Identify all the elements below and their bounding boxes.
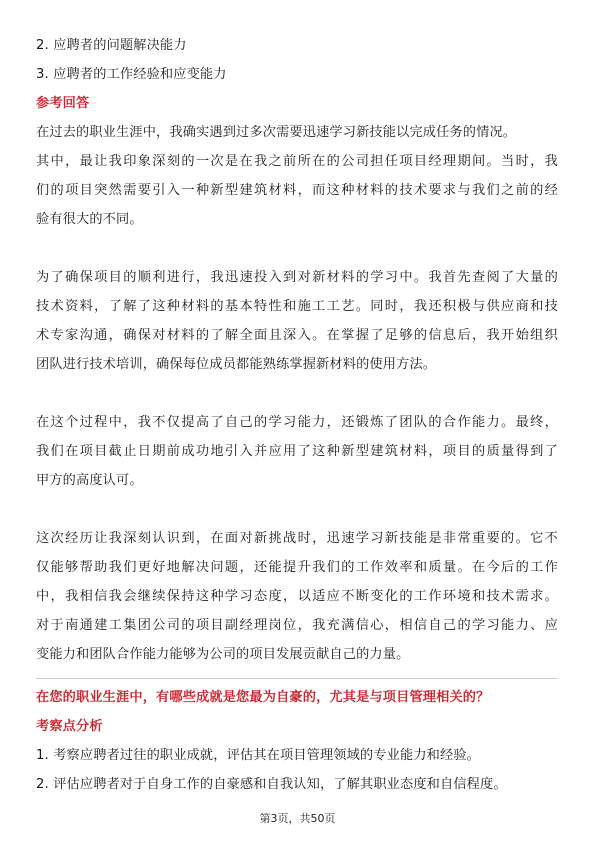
answer-p1-line-1: 在过去的职业生涯中，我确实遇到过多次需要迅速学习新技能以完成任务的情况。 [36,125,517,140]
answer-p3-line-1: 在这个过程中，我不仅提高了自己的学习能力，还锻炼了团队的合作能力。最终， [36,415,558,430]
analysis-item-2: 2. 评估应聘者对于自身工作的自豪感和自我认知，了解其职业态度和自信程度。 [36,777,507,792]
answer-p2-line-2: 技术资料，了解了这种材料的基本特性和施工工艺。同时，我还积极与供应商和技 [36,299,558,314]
answer-p4-line-2: 仅能够帮助我们更好地解决问题，还能提升我们的工作效率和质量。在今后的工作 [36,560,558,575]
answer-p4-line-5: 变能力和团队合作能力能够为公司的项目发展贡献自己的力量。 [36,647,410,662]
question-focus-item-3: 3. 应聘者的工作经验和应变能力 [36,67,227,82]
section-divider [36,678,558,679]
answer-p2-line-1: 为了确保项目的顺利进行，我迅速投入到对新材料的学习中。我首先查阅了大量的 [36,270,558,285]
reference-answer-heading: 参考回答 [36,96,90,111]
answer-p3-line-3: 甲方的高度认可。 [36,473,143,488]
answer-p4-line-3: 中，我相信我会继续保持这种学习态度，以适应不断变化的工作环境和技术需求。 [36,589,558,604]
answer-p4-line-4: 对于南通建工集团公司的项目副经理岗位，我充满信心，相信自己的学习能力、应 [36,618,558,633]
answer-p2-line-3: 术专家沟通，确保对材料的了解全面且深入。在掌握了足够的信息后，我开始组织 [36,328,558,343]
analysis-heading: 考察点分析 [36,719,103,734]
answer-p2-line-4: 团队进行技术培训，确保每位成员都能熟练掌握新材料的使用方法。 [36,357,437,372]
analysis-item-1: 1. 考察应聘者过往的职业成就，评估其在项目管理领域的专业能力和经验。 [36,748,481,763]
next-question-title: 在您的职业生涯中，有哪些成就是您最为自豪的，尤其是与项目管理相关的？ [36,690,490,705]
answer-p1-line-4: 验有很大的不同。 [36,212,143,227]
answer-p3-line-2: 我们在项目截止日期前成功地引入并应用了这种新型建筑材料，项目的质量得到了 [36,444,558,459]
page-number-footer: 第3页，共50页 [259,812,336,825]
question-focus-item-2: 2. 应聘者的问题解决能力 [36,38,187,53]
answer-p4-line-1: 这次经历让我深刻认识到，在面对新挑战时，迅速学习新技能是非常重要的。它不 [36,531,558,546]
answer-p1-line-3: 们的项目突然需要引入一种新型建筑材料，而这种材料的技术要求与我们之前的经 [36,183,558,198]
answer-p1-line-2: 其中，最让我印象深刻的一次是在我之前所在的公司担任项目经理期间。当时，我 [36,154,558,169]
